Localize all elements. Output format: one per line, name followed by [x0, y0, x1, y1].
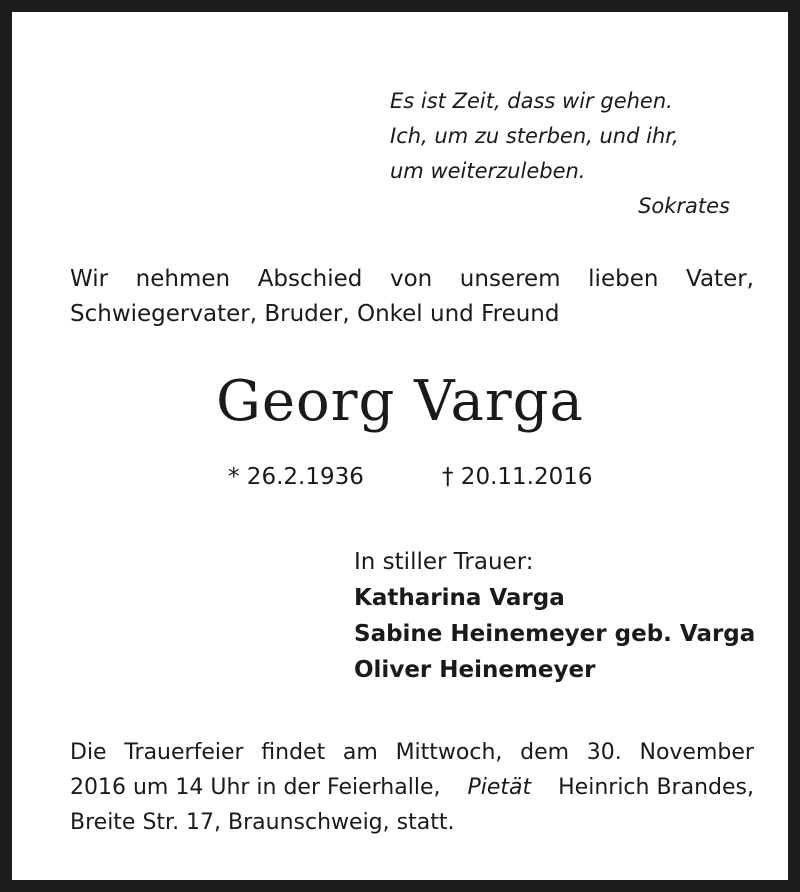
- intro-word: Vater,: [686, 266, 754, 292]
- service-word: 30.: [586, 740, 622, 765]
- service-word: Mittwoch,: [395, 740, 503, 765]
- mourner-name: Oliver Heinemeyer: [354, 657, 596, 683]
- mourners-heading: In stiller Trauer:: [354, 549, 534, 575]
- intro-line: Schwiegervater, Bruder, Onkel und Freund: [70, 301, 560, 327]
- quote-line: Es ist Zeit, dass wir gehen.: [390, 89, 673, 113]
- service-word: am: [342, 740, 378, 765]
- mourners-block: [354, 544, 774, 688]
- service-line: Breite Str. 17, Braunschweig, statt.: [70, 810, 455, 835]
- service-word: Trauerfeier: [124, 740, 244, 765]
- intro-line: [70, 262, 754, 297]
- intro-word: unserem: [459, 266, 561, 292]
- intro-word: von: [389, 266, 433, 292]
- service-word: findet: [261, 740, 326, 765]
- mourner-name: Sabine Heinemeyer geb. Varga: [354, 621, 756, 647]
- service-text: Heinrich Brandes,: [558, 775, 754, 800]
- death-date: † 20.11.2016: [442, 464, 593, 490]
- birth-date: * 26.2.1936: [228, 464, 364, 490]
- service-word: November: [639, 740, 754, 765]
- quote-line: um weiterzuleben.: [390, 159, 586, 183]
- farewell-intro: [70, 262, 754, 332]
- epigraph-quote: [390, 84, 730, 224]
- service-line: [70, 770, 754, 805]
- intro-word: nehmen: [135, 266, 231, 292]
- service-line: [70, 735, 754, 770]
- intro-word: Wir: [70, 266, 109, 292]
- service-word: Die: [70, 740, 107, 765]
- quote-line: Ich, um zu sterben, und ihr,: [390, 124, 679, 148]
- mourner-name: Katharina Varga: [354, 585, 565, 611]
- quote-author: Sokrates: [638, 194, 730, 218]
- deceased-name: Georg Varga: [216, 369, 584, 434]
- funeral-home-name: Pietät: [467, 775, 532, 800]
- intro-word: Abschied: [257, 266, 363, 292]
- service-text: 2016 um 14 Uhr in der Feierhalle,: [70, 775, 441, 800]
- intro-word: lieben: [588, 266, 659, 292]
- funeral-service-notice: [70, 735, 754, 840]
- service-word: dem: [520, 740, 570, 765]
